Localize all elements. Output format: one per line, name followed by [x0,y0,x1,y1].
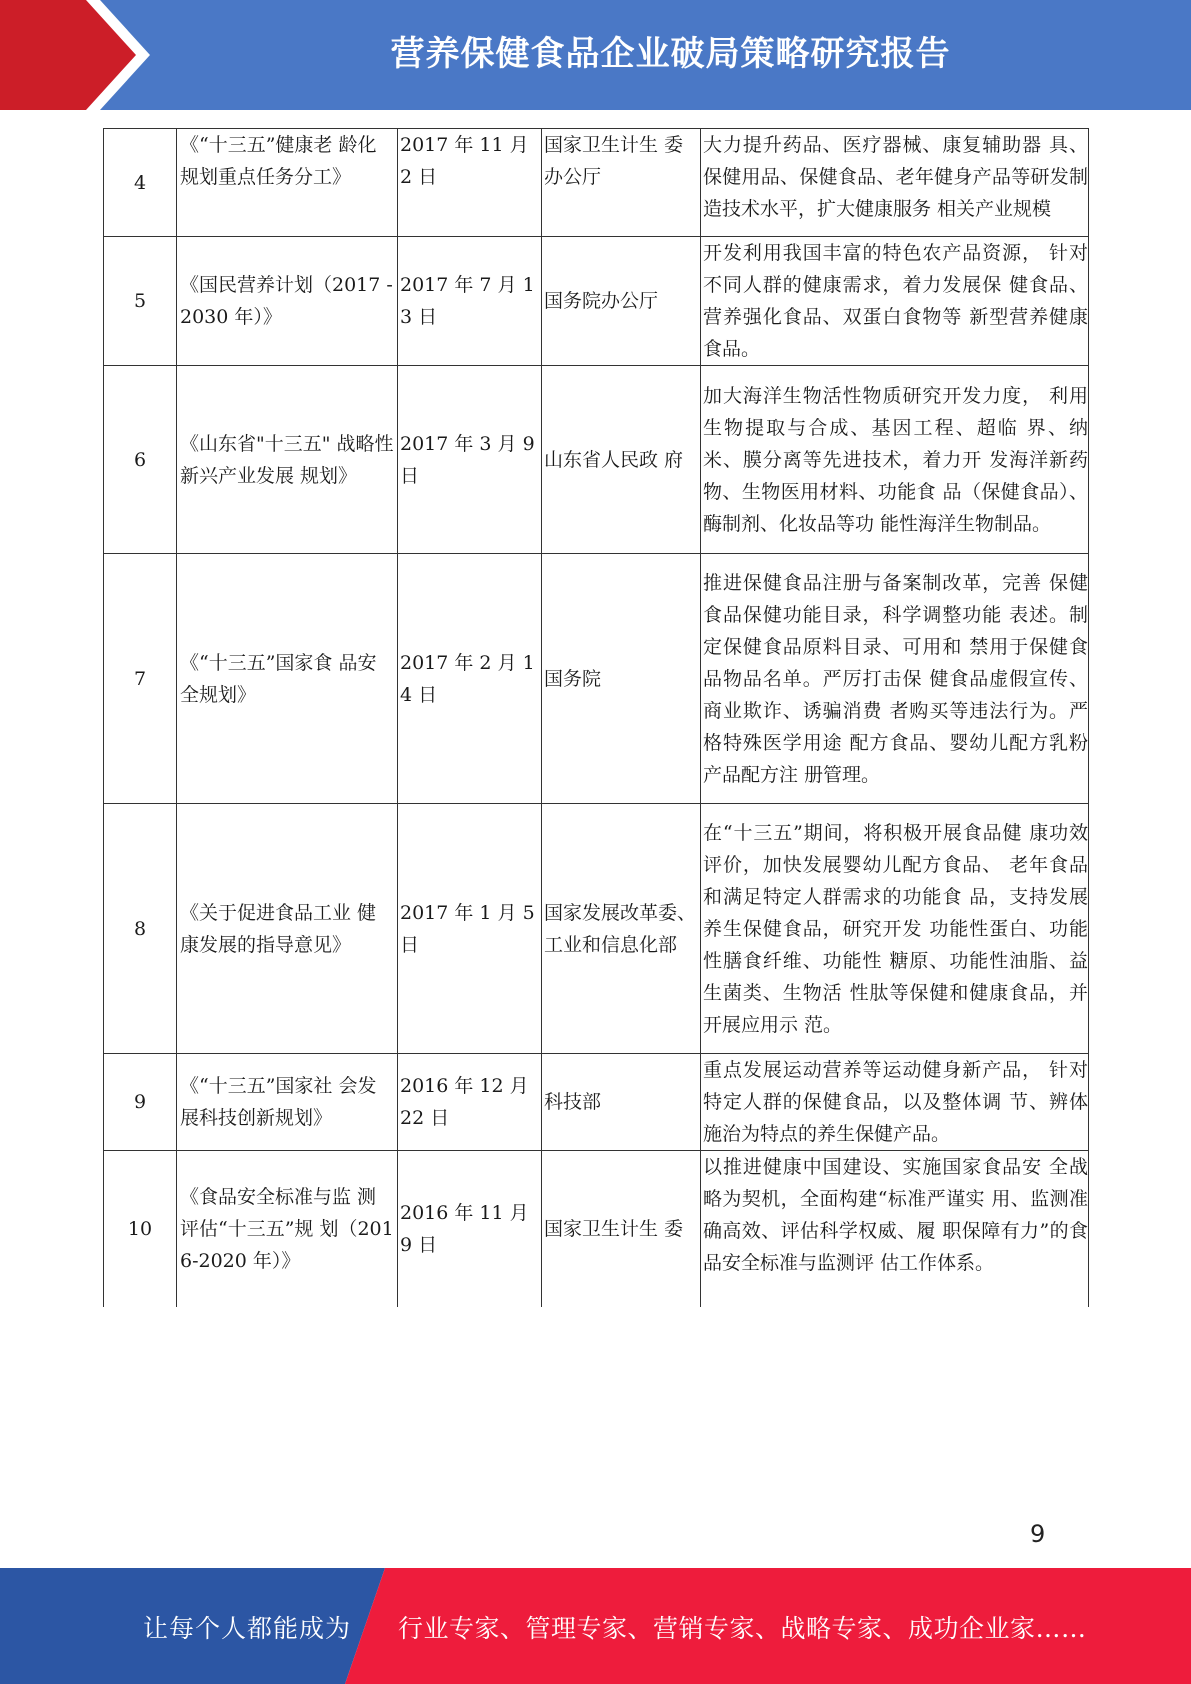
issuing-authority: 国务院 [542,554,701,804]
issue-date: 2016 年 11 月 9 日 [398,1151,542,1307]
policy-table-wrapper [103,128,1088,1307]
policy-content: 加大海洋生物活性物质研究开发力度， 利用生物提取与合成、基因工程、超临 界、纳米、膜分离等先进技术，着力开 发海洋新药物、生物医用材料、功能食 品（保健食品）、酶制剂、化妆品等功 能性海洋生物制品。 [701,366,1089,554]
document-title: 《国民营养计划（2017 -2030 年）》 [177,237,398,366]
policy-content: 开发利用我国丰富的特色农产品资源， 针对不同人群的健康需求，着力发展保 健食品、营养强化食品、双蛋白食物等 新型营养健康食品。 [701,237,1089,366]
policy-content: 以推进健康中国建设、实施国家食品安 全战略为契机，全面构建“标准严谨实 用、监测准确高效、评估科学权威、履 职保障有力”的食品安全标准与监测评 估工作体系。 [701,1151,1089,1307]
document-title: 《食品安全标准与监 测评估“十三五”规 划（2016-2020 年）》 [177,1151,398,1307]
document-title: 《山东省"十三五" 战略性新兴产业发展 规划》 [177,366,398,554]
footer-slogan-left: 让每个人都能成为 [143,1614,352,1643]
row-number: 5 [104,237,177,366]
table-row [104,1054,1089,1151]
table-row [104,1151,1089,1307]
issuing-authority: 国家卫生计生 委办公厅 [542,129,701,237]
issuing-authority: 山东省人民政 府 [542,366,701,554]
policy-content: 重点发展运动营养等运动健身新产品， 针对特定人群的保健食品，以及整体调 节、辨体施治为特点的养生保健产品。 [701,1054,1089,1151]
issue-date: 2017 年 3 月 9 日 [398,366,542,554]
footer-slogan-right: 行业专家、管理专家、营销专家、战略专家、成功企业家…… [398,1614,1087,1643]
row-number: 8 [104,804,177,1054]
header-banner [0,0,1191,110]
table-row [104,237,1089,366]
table-row [104,129,1089,237]
issuing-authority: 国家发展改革委、工业和信息化部 [542,804,701,1054]
row-number: 6 [104,366,177,554]
policy-content: 大力提升药品、医疗器械、康复辅助器 具、保健用品、保健食品、老年健身产品等研发制造技术水平，扩大健康服务 相关产业规模 [703,134,1088,220]
issuing-authority: 国家卫生计生 委 [542,1151,701,1307]
policy-content: 推进保健食品注册与备案制改革，完善 保健食品保健功能目录，科学调整功能 表述。制定保健食品原料目录、可用和 禁用于保健食品物品名单。严厉打击保 健食品虚假宣传、商业欺诈、诱骗消费 者购买等违法行为。严格特殊医学用途 配方食品、婴幼儿配方乳粉产品配方注 册管理。 [701,554,1089,804]
issue-date: 2017 年 2 月 14 日 [398,554,542,804]
issue-date: 2017 年 1 月 5 日 [398,804,542,1054]
row-number: 10 [104,1151,177,1307]
table-row [104,554,1089,804]
report-title: 营养保健食品企业破局策略研究报告 [390,34,951,74]
table-row [104,804,1089,1054]
footer-banner [0,1568,1191,1684]
document-title: 《“十三五”健康老 龄化规划重点任务分工》 [177,129,398,237]
issuing-authority: 科技部 [542,1054,701,1151]
policy-content: 在“十三五”期间，将积极开展食品健 康功效评价，加快发展婴幼儿配方食品、 老年食品和满足特定人群需求的功能食 品，支持发展养生保健食品，研究开发 功能性蛋白、功能性膳食纤维、功能性 糖原、功能性油脂、益生菌类、生物活 性肽等保健和健康食品，并开展应用示 范。 [701,804,1089,1054]
row-number: 9 [104,1054,177,1151]
page-number: 9 [1030,1520,1046,1548]
row-number: 7 [104,554,177,804]
document-title: 《“十三五”国家食 品安全规划》 [177,554,398,804]
document-title: 《“十三五”国家社 会发展科技创新规划》 [177,1054,398,1151]
document-title: 《关于促进食品工业 健康发展的指导意见》 [177,804,398,1054]
issue-date: 2017 年 11 月 2 日 [398,129,542,237]
table-row [104,366,1089,554]
row-number: 4 [104,129,177,237]
policy-table [103,128,1089,1307]
issue-date: 2017 年 7 月 13 日 [398,237,542,366]
policy-content-cell [701,129,1089,237]
issuing-authority: 国务院办公厅 [542,237,701,366]
issue-date: 2016 年 12 月 22 日 [398,1054,542,1151]
